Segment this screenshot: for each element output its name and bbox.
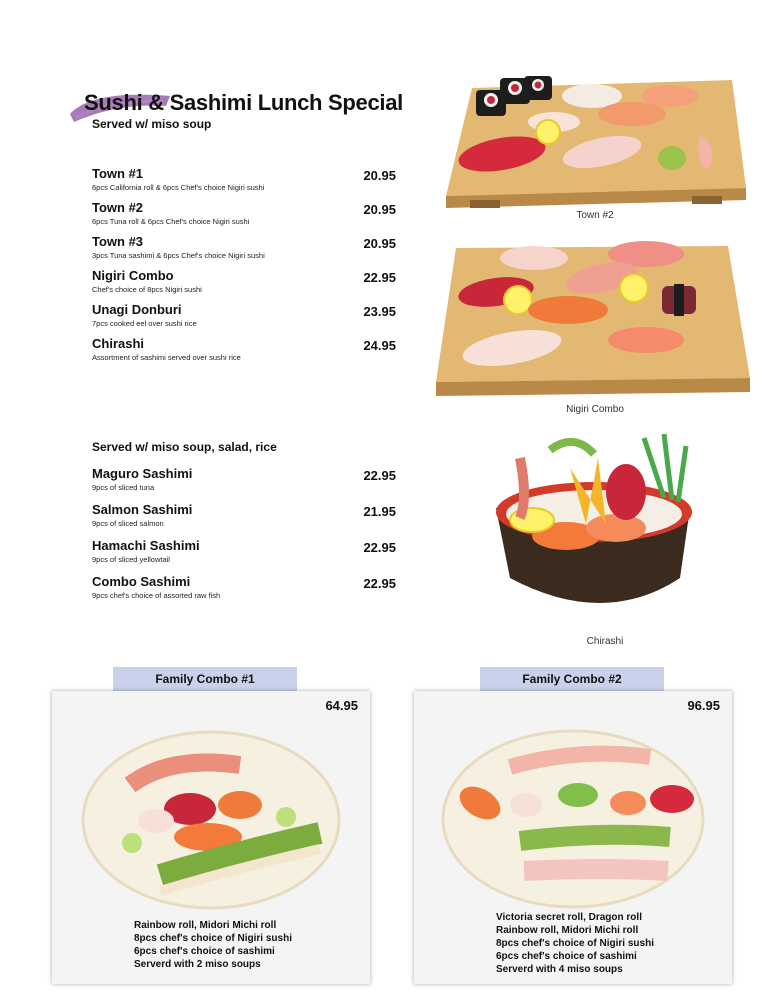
item-description: 9pcs of sliced salmon [92,519,164,528]
item-price: 20.95 [363,168,396,183]
family-combo-1-line: Rainbow roll, Midori Michi roll [134,920,277,931]
item-description: 9pcs of sliced tuna [92,483,155,492]
menu-item [92,268,396,302]
item-price: 22.95 [363,270,396,285]
family-combo-2-line: 8pcs chef's choice of Nigiri sushi [496,938,654,949]
family-combo-2-price: 96.95 [687,698,720,713]
family-combo-2-line: Victoria secret roll, Dragon roll [496,912,642,923]
item-description: 7pcs cooked eel over sushi rice [92,319,197,328]
menu-item [92,502,396,536]
family-combo-2-title: Family Combo #2 [480,667,664,691]
item-price: 20.95 [363,202,396,217]
menu-item [92,574,396,608]
item-price: 20.95 [363,236,396,251]
family-combo-2-line: 6pcs chef's choice of sashimi [496,951,637,962]
menu-item [92,234,396,268]
nigiri-combo-photo [434,238,752,398]
item-name: Combo Sashimi [92,574,191,589]
menu-item [92,538,396,572]
menu-item [92,200,396,234]
family-combo-1-line: 8pcs chef's choice of Nigiri sushi [134,933,292,944]
family-combo-2-card [414,691,732,984]
item-price: 22.95 [363,576,396,591]
chirashi-photo [494,428,714,628]
chirashi-caption: Chirashi [586,636,624,647]
item-description: Chef's choice of 8pcs Nigiri sushi [92,285,202,294]
section2-subtitle: Served w/ miso soup, salad, rice [92,440,277,454]
family-combo-2-line: Rainbow roll, Midori Michi roll [496,925,639,936]
item-name: Town #3 [92,234,144,249]
item-price: 23.95 [363,304,396,319]
item-description: 6pcs California roll & 6pcs Chef's choice Nigiri sushi [92,183,265,192]
item-name: Maguro Sashimi [92,466,193,481]
item-description: 9pcs chef's choice of assorted raw fish [92,591,221,600]
menu-item [92,302,396,336]
item-name: Town #1 [92,166,144,181]
family-combo-1-card [52,691,370,984]
family-combo-2-line: Serverd with 4 miso soups [496,964,623,975]
item-price: 21.95 [363,504,396,519]
family-combo-1-line: 6pcs chef's choice of sashimi [134,946,275,957]
family-combo-2-platter [440,723,706,915]
menu-item [92,466,396,500]
item-description: 9pcs of sliced yellowtail [92,555,170,564]
item-price: 22.95 [363,468,396,483]
item-price: 24.95 [363,338,396,353]
item-name: Hamachi Sashimi [92,538,200,553]
item-price: 22.95 [363,540,396,555]
page-title: Sushi & Sashimi Lunch Special [84,90,403,115]
family-combo-1-description [134,919,292,971]
item-name: Nigiri Combo [92,268,174,283]
section1-subtitle: Served w/ miso soup [92,117,212,131]
family-combo-1-price: 64.95 [325,698,358,713]
nigiri-combo-caption: Nigiri Combo [566,404,624,415]
family-combo-1-line: Serverd with 2 miso soups [134,959,261,970]
town2-caption: Town #2 [576,210,614,221]
item-name: Salmon Sashimi [92,502,193,517]
item-description: 3pcs Tuna sashimi & 6pcs Chef's choice Nigiri sushi [92,251,265,260]
family-combo-1-platter [80,725,342,915]
item-description: 6pcs Tuna roll & 6pcs Chef's choice Nigiri sushi [92,217,250,226]
family-combo-1-title: Family Combo #1 [113,667,297,691]
item-name: Unagi Donburi [92,302,182,317]
menu-item [92,166,396,200]
menu-item [92,336,396,370]
town2-photo [442,70,748,210]
family-combo-2-description [496,911,654,976]
item-name: Town #2 [92,200,144,215]
item-name: Chirashi [92,336,145,351]
item-description: Assortment of sashimi served over sushi rice [92,353,241,362]
